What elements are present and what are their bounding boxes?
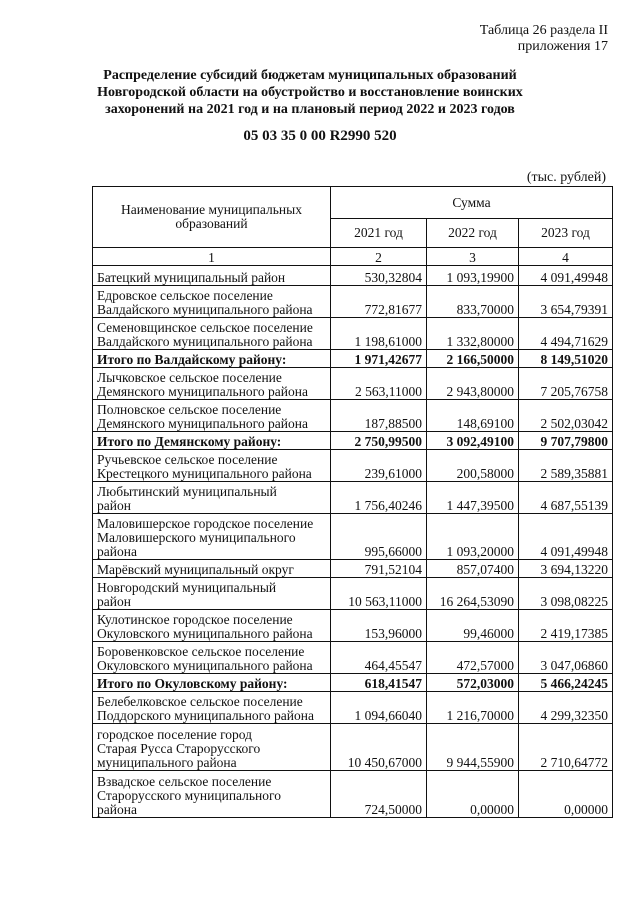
amount-2021: 995,66000 bbox=[331, 514, 427, 560]
table-row bbox=[93, 771, 613, 818]
table-row bbox=[93, 514, 613, 560]
municipality-name-line: Семеновщинское сельское поселение bbox=[97, 320, 313, 335]
amount-2023: 4 091,49948 bbox=[519, 266, 613, 286]
amount-2021: 2 750,99500 bbox=[331, 432, 427, 450]
municipality-name-line: район bbox=[97, 498, 131, 513]
municipality-name-line: Итого по Демянскому району: bbox=[97, 434, 282, 449]
municipality-name bbox=[93, 674, 331, 692]
amount-2022: 2 943,80000 bbox=[427, 368, 519, 400]
municipality-name-line: Любытинский муниципальный bbox=[97, 484, 277, 499]
subsidy-table bbox=[92, 186, 613, 818]
municipality-name-line: Новгородский муниципальный bbox=[97, 580, 277, 595]
amount-2021: 1 094,66040 bbox=[331, 692, 427, 724]
header-year-2021: 2021 год bbox=[331, 219, 427, 248]
units-label: (тыс. рублей) bbox=[526, 170, 606, 185]
municipality-name bbox=[93, 450, 331, 482]
amount-2021: 1 198,61000 bbox=[331, 318, 427, 350]
amount-2023: 8 149,51020 bbox=[519, 350, 613, 368]
municipality-name bbox=[93, 578, 331, 610]
table-row bbox=[93, 610, 613, 642]
amount-2021: 464,45547 bbox=[331, 642, 427, 674]
amount-2023: 3 694,13220 bbox=[519, 560, 613, 578]
municipality-name-line: Боровенковское сельское поселение bbox=[97, 644, 305, 659]
municipality-name bbox=[93, 350, 331, 368]
amount-2022: 1 093,20000 bbox=[427, 514, 519, 560]
subtotal-row bbox=[93, 350, 613, 368]
municipality-name-line: Взвадское сельское поселение bbox=[97, 774, 272, 789]
municipality-name bbox=[93, 286, 331, 318]
municipality-name bbox=[93, 771, 331, 818]
municipality-name bbox=[93, 724, 331, 771]
amount-2022: 3 092,49100 bbox=[427, 432, 519, 450]
index-cell: 3 bbox=[427, 248, 519, 266]
table-row bbox=[93, 368, 613, 400]
title-line-1: Распределение субсидий бюджетам муниципальных образований bbox=[103, 68, 517, 83]
amount-2021: 772,81677 bbox=[331, 286, 427, 318]
table-row bbox=[93, 642, 613, 674]
appendix-line-1: Таблица 26 раздела II bbox=[479, 23, 608, 38]
table-row bbox=[93, 692, 613, 724]
amount-2021: 724,50000 bbox=[331, 771, 427, 818]
municipality-name-line: городское поселение город bbox=[97, 727, 253, 742]
amount-2022: 1 216,70000 bbox=[427, 692, 519, 724]
municipality-name bbox=[93, 400, 331, 432]
municipality-name-line: района bbox=[97, 802, 137, 817]
index-cell: 1 bbox=[93, 248, 331, 266]
amount-2023: 4 687,55139 bbox=[519, 482, 613, 514]
municipality-name bbox=[93, 642, 331, 674]
title-line-3: захоронений на 2021 год и на плановый период 2022 и 2023 годов bbox=[105, 102, 515, 117]
municipality-name-line: Едровское сельское поселение bbox=[97, 288, 273, 303]
amount-2021: 791,52104 bbox=[331, 560, 427, 578]
table-row bbox=[93, 286, 613, 318]
amount-2022: 200,58000 bbox=[427, 450, 519, 482]
header-year-2023: 2023 год bbox=[519, 219, 613, 248]
index-cell: 2 bbox=[331, 248, 427, 266]
municipality-name-line: Ручьевское сельское поселение bbox=[97, 452, 278, 467]
table-row bbox=[93, 578, 613, 610]
amount-2021: 187,88500 bbox=[331, 400, 427, 432]
header-name: Наименование муниципальных образований bbox=[93, 187, 331, 248]
municipality-name-line: Кулотинское городское поселение bbox=[97, 612, 293, 627]
amount-2023: 9 707,79800 bbox=[519, 432, 613, 450]
appendix-line-2: приложения 17 bbox=[517, 39, 608, 54]
table-row bbox=[93, 318, 613, 350]
municipality-name-line: Лычковское сельское поселение bbox=[97, 370, 282, 385]
municipality-name-line: Окуловского муниципального района bbox=[97, 658, 313, 673]
municipality-name-line: Марёвский муниципальный округ bbox=[97, 562, 294, 577]
amount-2022: 472,57000 bbox=[427, 642, 519, 674]
municipality-name-line: Демянского муниципального района bbox=[97, 416, 308, 431]
amount-2021: 2 563,11000 bbox=[331, 368, 427, 400]
municipality-name bbox=[93, 318, 331, 350]
title-line-2: Новгородской области на обустройство и восстановление воинских bbox=[97, 85, 523, 100]
amount-2022: 1 332,80000 bbox=[427, 318, 519, 350]
amount-2021: 1 756,40246 bbox=[331, 482, 427, 514]
amount-2022: 2 166,50000 bbox=[427, 350, 519, 368]
municipality-name-line: Окуловского муниципального района bbox=[97, 626, 313, 641]
municipality-name-line: Батецкий муниципальный район bbox=[97, 270, 286, 285]
amount-2022: 857,07400 bbox=[427, 560, 519, 578]
table-body bbox=[93, 266, 613, 818]
amount-2023: 3 047,06860 bbox=[519, 642, 613, 674]
subtotal-row bbox=[93, 674, 613, 692]
municipality-name-line: Демянского муниципального района bbox=[97, 384, 308, 399]
amount-2023: 5 466,24245 bbox=[519, 674, 613, 692]
amount-2023: 2 419,17385 bbox=[519, 610, 613, 642]
header-sum: Сумма bbox=[331, 187, 613, 219]
municipality-name-line: Старая Русса Старорусского bbox=[97, 741, 261, 756]
table-row bbox=[93, 450, 613, 482]
amount-2022: 9 944,55900 bbox=[427, 724, 519, 771]
amount-2023: 4 299,32350 bbox=[519, 692, 613, 724]
appendix-reference bbox=[480, 23, 608, 55]
municipality-name bbox=[93, 514, 331, 560]
amount-2023: 2 502,03042 bbox=[519, 400, 613, 432]
amount-2021: 10 563,11000 bbox=[331, 578, 427, 610]
index-cell: 4 bbox=[519, 248, 613, 266]
municipality-name-line: Валдайского муниципального района bbox=[97, 334, 313, 349]
amount-2022: 99,46000 bbox=[427, 610, 519, 642]
municipality-name-line: Итого по Окуловскому району: bbox=[97, 676, 288, 691]
municipality-name-line: Маловишерского муниципального bbox=[97, 530, 296, 545]
table-row bbox=[93, 400, 613, 432]
amount-2023: 4 494,71629 bbox=[519, 318, 613, 350]
amount-2022: 16 264,53090 bbox=[427, 578, 519, 610]
municipality-name-line: Маловишерское городское поселение bbox=[97, 516, 314, 531]
municipality-name-line: Полновское сельское поселение bbox=[97, 402, 282, 417]
table-row bbox=[93, 724, 613, 771]
municipality-name bbox=[93, 368, 331, 400]
municipality-name bbox=[93, 432, 331, 450]
municipality-name bbox=[93, 692, 331, 724]
municipality-name-line: района bbox=[97, 544, 137, 559]
municipality-name-line: Поддорского муниципального района bbox=[97, 708, 314, 723]
amount-2021: 153,96000 bbox=[331, 610, 427, 642]
municipality-name bbox=[93, 482, 331, 514]
table-row bbox=[93, 482, 613, 514]
document-title bbox=[90, 67, 530, 118]
amount-2023: 4 091,49948 bbox=[519, 514, 613, 560]
table-row bbox=[93, 560, 613, 578]
municipality-name-line: Старорусского муниципального bbox=[97, 788, 281, 803]
amount-2022: 0,00000 bbox=[427, 771, 519, 818]
amount-2021: 239,61000 bbox=[331, 450, 427, 482]
amount-2022: 1 093,19900 bbox=[427, 266, 519, 286]
municipality-name bbox=[93, 266, 331, 286]
amount-2021: 618,41547 bbox=[331, 674, 427, 692]
municipality-name-line: Крестецкого муниципального района bbox=[97, 466, 312, 481]
amount-2023: 2 710,64772 bbox=[519, 724, 613, 771]
budget-code: 05 03 35 0 00 R2990 520 bbox=[243, 128, 397, 144]
municipality-name-line: муниципального района bbox=[97, 755, 237, 770]
municipality-name-line: район bbox=[97, 594, 131, 609]
header-year-2022: 2022 год bbox=[427, 219, 519, 248]
municipality-name bbox=[93, 560, 331, 578]
amount-2023: 0,00000 bbox=[519, 771, 613, 818]
amount-2023: 2 589,35881 bbox=[519, 450, 613, 482]
municipality-name-line: Белебелковское сельское поселение bbox=[97, 694, 303, 709]
amount-2021: 10 450,67000 bbox=[331, 724, 427, 771]
amount-2021: 1 971,42677 bbox=[331, 350, 427, 368]
amount-2021: 530,32804 bbox=[331, 266, 427, 286]
amount-2022: 572,03000 bbox=[427, 674, 519, 692]
municipality-name-line: Итого по Валдайскому району: bbox=[97, 352, 287, 367]
amount-2022: 833,70000 bbox=[427, 286, 519, 318]
municipality-name bbox=[93, 610, 331, 642]
subtotal-row bbox=[93, 432, 613, 450]
amount-2022: 1 447,39500 bbox=[427, 482, 519, 514]
amount-2023: 3 098,08225 bbox=[519, 578, 613, 610]
municipality-name-line: Валдайского муниципального района bbox=[97, 302, 313, 317]
amount-2022: 148,69100 bbox=[427, 400, 519, 432]
amount-2023: 3 654,79391 bbox=[519, 286, 613, 318]
table-row bbox=[93, 266, 613, 286]
amount-2023: 7 205,76758 bbox=[519, 368, 613, 400]
